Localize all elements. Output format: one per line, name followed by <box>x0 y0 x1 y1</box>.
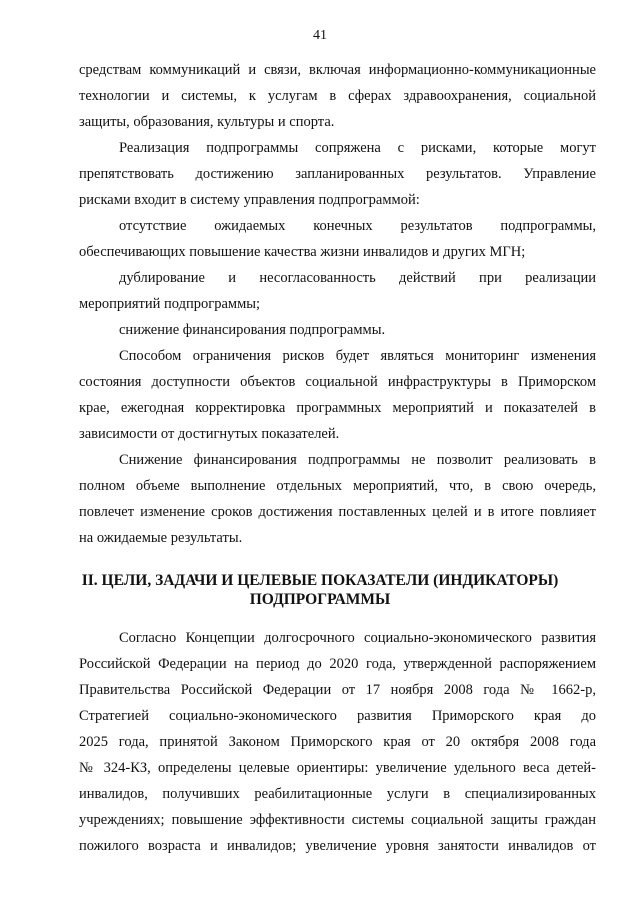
text-line: № 324-КЗ, определены целевые ориентиры: увеличение удельного веса детей- <box>79 760 596 776</box>
text-line: Российской Федерации на период до 2020 года, утвержденной распоряжением <box>79 656 596 672</box>
text-line: дублирование и несогласованность действий при реализации <box>119 270 596 286</box>
text-line: учреждениях; повышение эффективности системы социальной защиты граждан <box>79 812 596 828</box>
text-line: состояния доступности объектов социальной инфраструктуры в Приморском <box>79 374 596 390</box>
text-line: Снижение финансирования подпрограммы не позволит реализовать в <box>119 452 596 468</box>
text-line: Способом ограничения рисков будет являться мониторинг изменения <box>119 348 596 364</box>
page-number: 41 <box>313 28 327 43</box>
text-line: защиты, образования, культуры и спорта. <box>79 114 335 130</box>
text-line: полном объеме выполнение отдельных мероприятий, что, в свою очередь, <box>79 478 596 494</box>
text-line: Реализация подпрограммы сопряжена с рисками, которые могут <box>119 140 596 156</box>
text-line: средствам коммуникаций и связи, включая информационно-коммуникационные <box>79 62 596 78</box>
text-line: мероприятий подпрограммы; <box>79 296 261 312</box>
text-line: Согласно Концепции долгосрочного социально-экономического развития <box>119 630 596 646</box>
text-line: зависимости от достигнутых показателей. <box>79 426 340 442</box>
text-line: на ожидаемые результаты. <box>79 530 243 546</box>
text-line: обеспечивающих повышение качества жизни инвалидов и других МГН; <box>79 244 526 260</box>
section-heading: ПОДПРОГРАММЫ <box>249 591 391 608</box>
text-line: отсутствие ожидаемых конечных результатов подпрограммы, <box>119 218 596 234</box>
text-line: Правительства Российской Федерации от 17 ноября 2008 года № 1662-р, <box>79 682 596 698</box>
text-line: пожилого возраста и инвалидов; увеличение уровня занятости инвалидов от <box>79 838 596 854</box>
text-line: снижение финансирования подпрограммы. <box>119 322 386 338</box>
text-line: 2025 года, принятой Законом Приморского края от 20 октября 2008 года <box>79 734 596 750</box>
text-line: рисками входит в систему управления подпрограммой: <box>79 192 420 208</box>
text-line: Стратегией социально-экономического развития Приморского края до <box>79 708 596 724</box>
text-line: инвалидов, получивших реабилитационные услуги в специализированных <box>79 786 596 802</box>
text-line: препятствовать достижению запланированных результатов. Управление <box>79 166 596 182</box>
text-line: повлечет изменение сроков достижения поставленных целей и в итоге повлияет <box>79 504 596 520</box>
section-heading: II. ЦЕЛИ, ЗАДАЧИ И ЦЕЛЕВЫЕ ПОКАЗАТЕЛИ (ИНДИКАТОРЫ) <box>81 572 559 589</box>
text-line: крае, ежегодная корректировка программных мероприятий и показателей в <box>79 400 596 416</box>
text-line: технологии и системы, к услугам в сферах здравоохранения, социальной <box>79 88 596 104</box>
